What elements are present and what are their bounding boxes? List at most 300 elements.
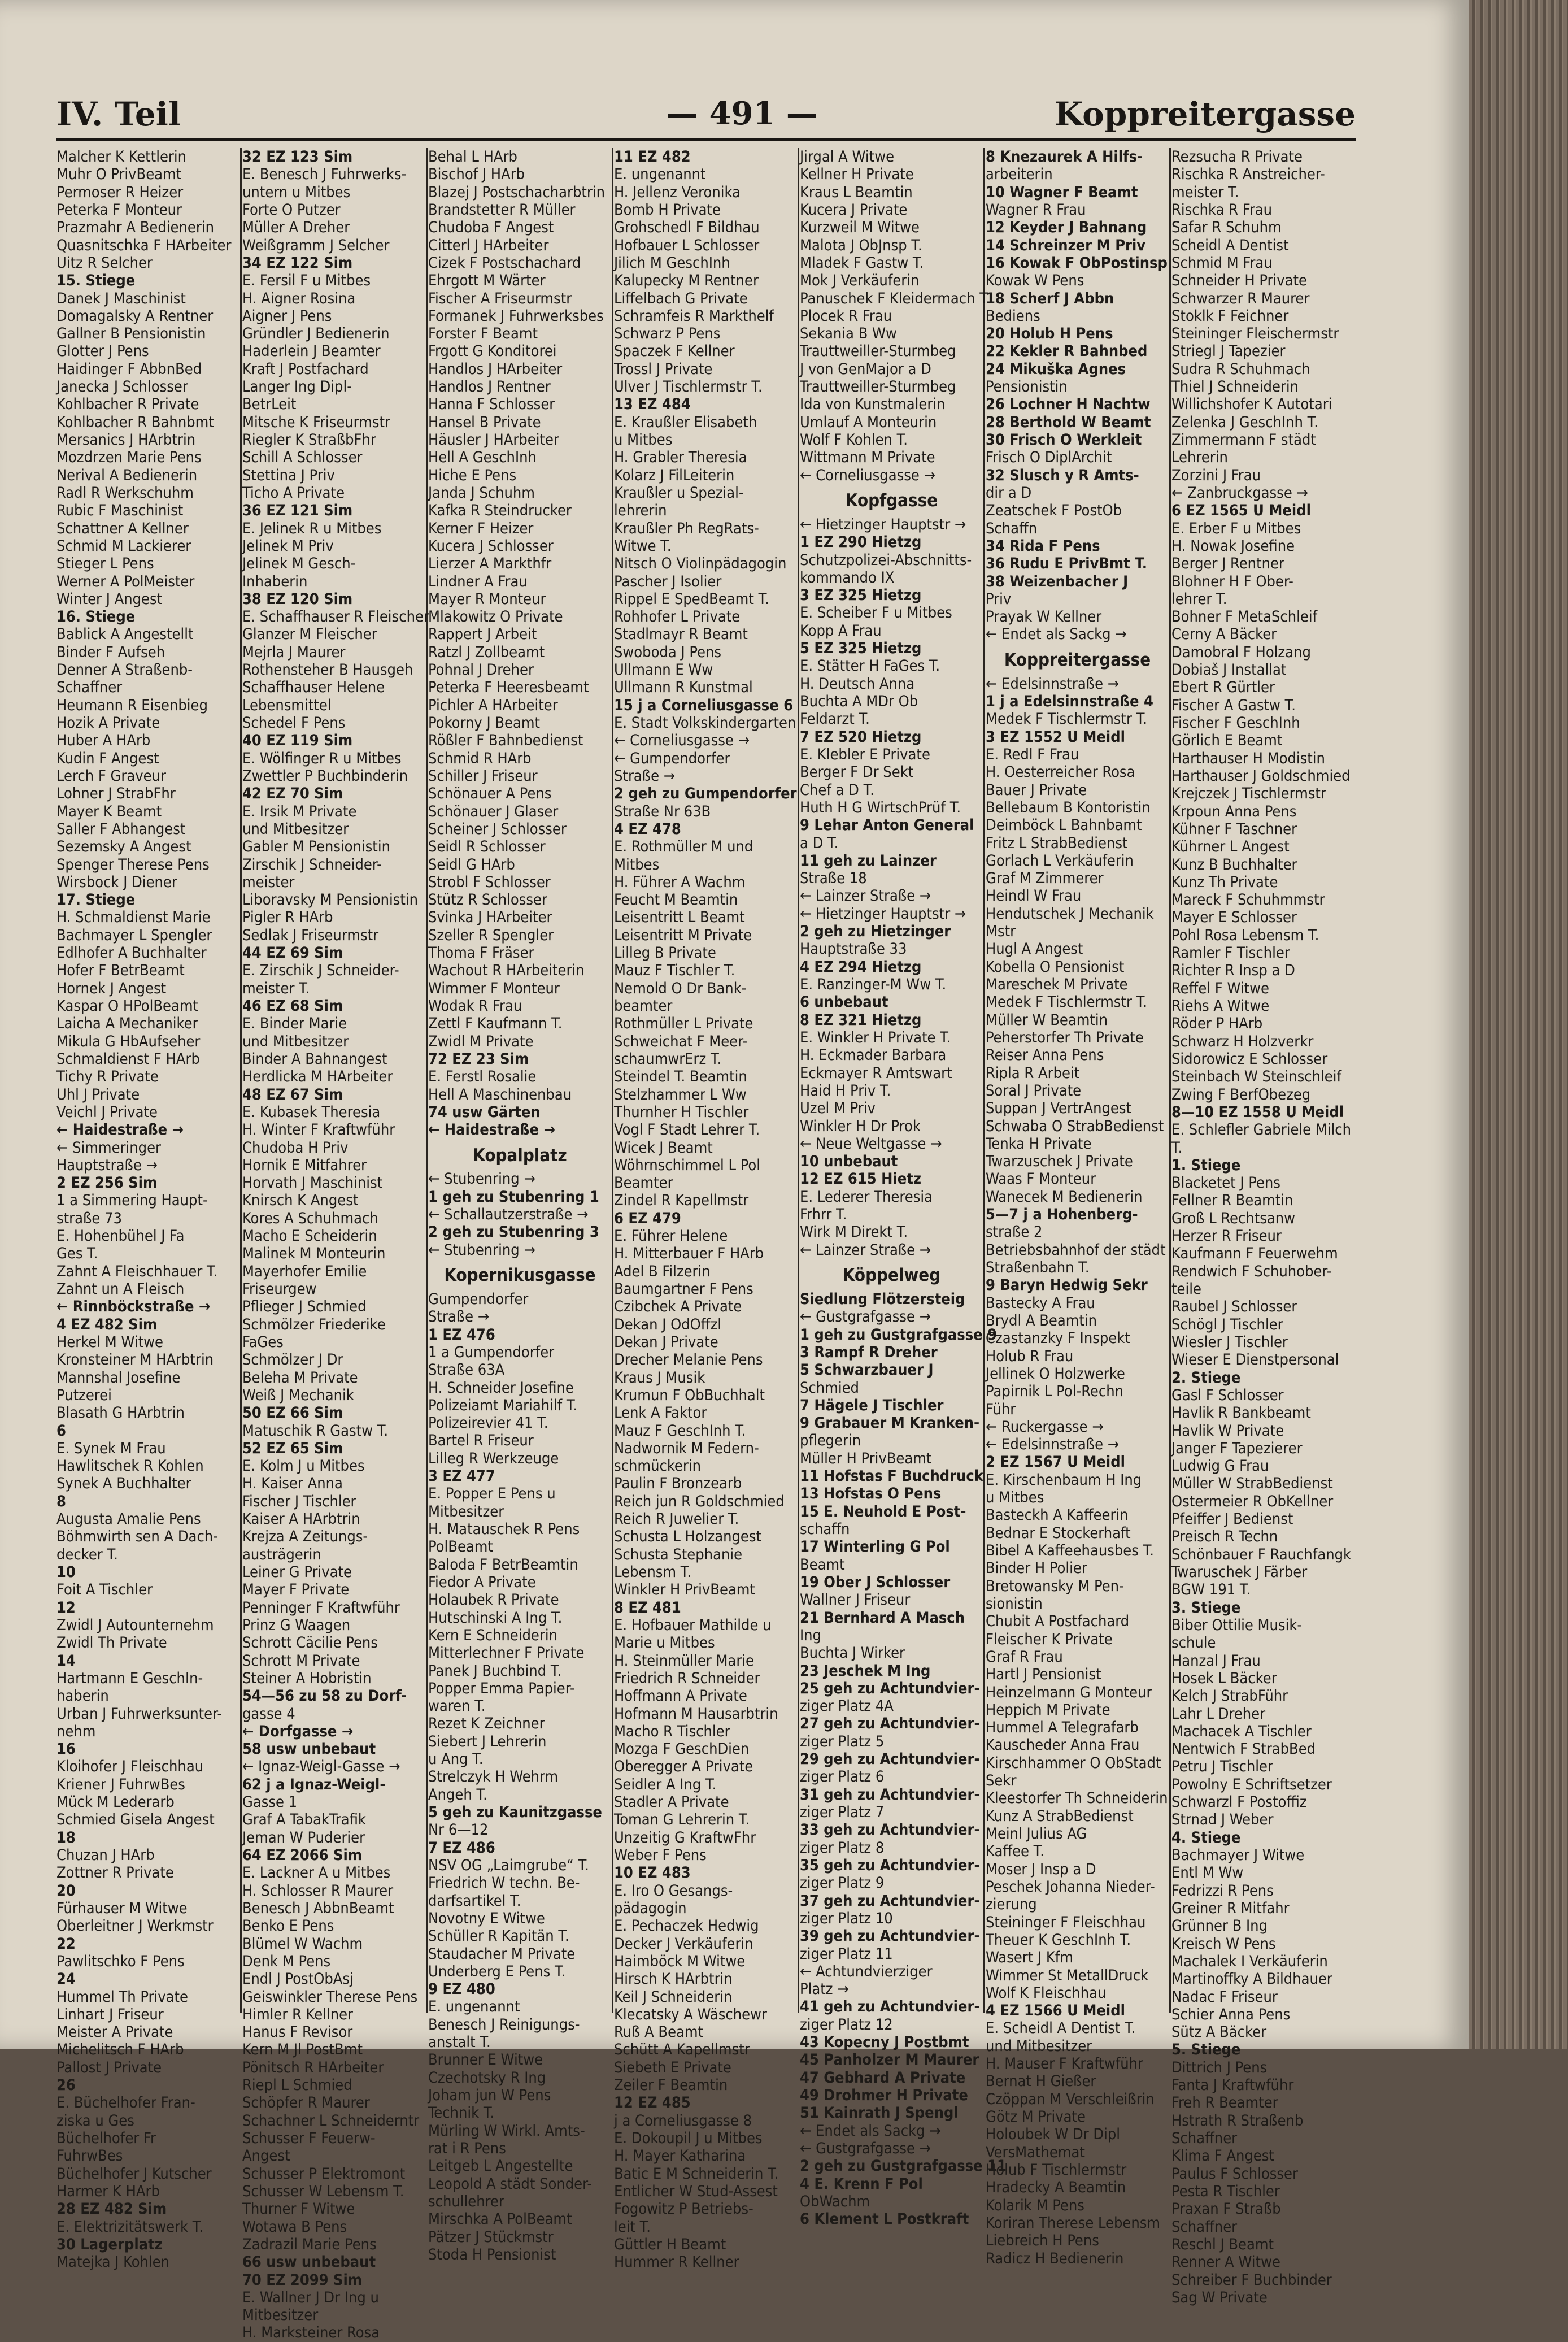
directory-entry: Behal L HArb (428, 148, 517, 166)
directory-entry: ziger Platz 10 (800, 1909, 893, 1927)
directory-entry: Danek J Maschinist (56, 289, 186, 307)
directory-entry: Schier Anna Pens (1171, 2005, 1291, 2023)
directory-entry: Wieser E Dienstpersonal (1171, 1351, 1339, 1369)
directory-entry: Denk M Pens (242, 1952, 331, 1970)
directory-entry: Linhart J Friseur (56, 2005, 164, 2023)
directory-entry: Bednar E Stockerhaft (986, 1524, 1131, 1542)
directory-entry: E. Büchelhofer Fran- (56, 2094, 195, 2112)
directory-entry: Krejza A Zeitungs- (242, 1528, 368, 1546)
street-heading: Kopfgasse (845, 490, 938, 511)
directory-entry: Wimmer F Monteur (428, 979, 560, 997)
directory-entry: Kern M Jl PostBmt (242, 2041, 363, 2059)
directory-entry: Riehs A Witwe (1171, 997, 1270, 1015)
directory-entry: Leisentritt L Beamt (614, 909, 745, 927)
directory-entry: Swoboda J Pens (614, 643, 722, 661)
directory-entry: H. Oesterreicher Rosa (986, 763, 1135, 781)
directory-entry: Chudoba F Angest (428, 219, 554, 237)
directory-entry: 1 a Gumpendorfer (428, 1343, 555, 1361)
directory-entry: Bastecky A Frau (986, 1294, 1095, 1312)
directory-entry: 17 Winterling G Pol (800, 1538, 950, 1556)
directory-entry: a D T. (800, 834, 839, 852)
directory-entry: Mersanics J HArbtrin (56, 431, 196, 449)
directory-entry: Drecher Melanie Pens (614, 1351, 763, 1369)
directory-entry: Thoma F Fräser (428, 944, 534, 962)
directory-entry: Czöppan M Verschleißrin (986, 2090, 1155, 2108)
directory-entry: Aigner J Pens (242, 307, 332, 325)
directory-entry: Straßenbahn T. (986, 1259, 1090, 1277)
directory-entry: Lilleg B Private (614, 944, 716, 962)
directory-entry: Dekan J Private (614, 1333, 718, 1351)
directory-entry: Riegler K StraßbFhr (242, 431, 376, 449)
directory-entry: meister (242, 873, 295, 891)
directory-entry: Friedrich R Schneider (614, 1669, 760, 1687)
directory-entry: 26 (56, 2076, 76, 2095)
directory-entry: Seidl R Schlosser (428, 838, 546, 856)
directory-entry: Czastanzky F Inspekt (986, 1329, 1130, 1348)
directory-entry: E. Stadt Volkskindergarten (614, 714, 796, 732)
directory-entry: Kalupecky M Rentner (614, 272, 759, 290)
directory-entry: Haidinger F AbbnBed (56, 360, 202, 378)
directory-entry: Winter J Angest (56, 590, 163, 608)
column-6 (986, 148, 1169, 2267)
directory-entry: Radicz H Bedienerin (986, 2249, 1124, 2267)
directory-entry: Lebensmittel (242, 696, 332, 714)
directory-entry: 24 Mikuška Agnes (986, 360, 1126, 378)
directory-entry: Heinzelmann G Monteur (986, 1683, 1152, 1701)
directory-entry: ← Lainzer Straße → (800, 1241, 931, 1259)
directory-entry: Hosek L Bäcker (1171, 1669, 1277, 1687)
directory-entry: Straße Nr 63B (614, 802, 711, 820)
directory-entry: T. (1171, 1139, 1183, 1157)
directory-entry: ← Endet als Sackg → (800, 2122, 941, 2140)
directory-entry: 38 Weizenbacher J (986, 572, 1129, 590)
directory-entry: E. Hofbauer Mathilde u (614, 1616, 772, 1634)
directory-entry: Inhaberin (242, 572, 308, 590)
directory-entry: Gasse 1 (242, 1793, 298, 1811)
directory-entry: H. Nowak Josefine (1171, 537, 1295, 555)
directory-entry: Nitsch O Violinpädagogin (614, 555, 787, 573)
directory-entry: Rubic F Maschinist (56, 502, 184, 520)
directory-entry: Blohner H F Ober- (1171, 572, 1293, 590)
directory-entry: Mayer F Private (242, 1581, 350, 1599)
directory-entry: Jelinek M Gesch- (242, 555, 356, 573)
directory-entry: Berger F Dr Sekt (800, 763, 914, 781)
directory-entry: Stütz R Schlosser (428, 891, 547, 909)
directory-entry: Müller A Dreher (242, 219, 350, 237)
directory-entry: Stelzhammer L Ww (614, 1085, 747, 1103)
directory-entry: Leisentritt M Private (614, 926, 752, 944)
directory-entry: E. Scheiber F u Mitbes (800, 604, 952, 622)
directory-entry: Dekan J OdOffzl (614, 1315, 722, 1333)
directory-entry: Schusser P Elektromont (242, 2165, 406, 2183)
directory-entry: Schaffner (1171, 2218, 1238, 2236)
directory-entry: Steinbach W Steinschleif (1171, 1068, 1341, 1086)
column-7 (1171, 148, 1355, 2306)
directory-entry: Machacek A Tischler (1171, 1722, 1312, 1740)
directory-entry: ← Corneliusgasse → (800, 466, 935, 484)
directory-entry: E. ungenannt (428, 1998, 520, 2016)
directory-entry: E. Ranzinger-M Ww T. (800, 976, 947, 994)
directory-entry: 1 j a Edelsinnstraße 4 (986, 693, 1153, 711)
directory-entry: Feldarzt T. (800, 710, 870, 728)
directory-entry: Matejka J Kohlen (56, 2253, 170, 2271)
directory-entry: Kaiser A HArbtrin (242, 1510, 360, 1528)
directory-entry: Lahr L Dreher (1171, 1705, 1266, 1723)
directory-entry: Edlhofer A Buchhalter (56, 944, 207, 962)
directory-entry: Biber Ottilie Musik- (1171, 1616, 1303, 1634)
directory-entry: 7 EZ 486 (428, 1839, 495, 1857)
directory-entry: haberin (56, 1687, 109, 1705)
directory-entry: E. Lackner A u Mitbes (242, 1864, 391, 1882)
directory-entry: Bomb H Private (614, 201, 721, 219)
directory-entry: 10 Wagner F Beamt (986, 183, 1138, 201)
directory-entry: Adel B Filzerin (614, 1262, 711, 1280)
directory-entry: Schüller R Kapitän T. (428, 1927, 569, 1945)
directory-entry: Wirk M Direkt T. (800, 1223, 908, 1241)
directory-columns (56, 148, 1356, 2342)
directory-entry: Forte O Putzer (242, 201, 341, 219)
directory-entry: Grohschedl F Bildhau (614, 219, 760, 237)
directory-entry: 48 EZ 67 Sim (242, 1085, 343, 1103)
directory-entry: Entl M Ww (1171, 1864, 1244, 1882)
column-2 (242, 148, 429, 2342)
directory-entry: Stoda H Pensionist (428, 2245, 556, 2263)
directory-entry: E. Ferstl Rosalie (428, 1068, 537, 1086)
directory-entry: 3 EZ 1552 U Meidl (986, 728, 1125, 746)
directory-entry: Hanzal J Frau (1171, 1652, 1261, 1670)
directory-entry: Zirschik J Schneider- (242, 855, 382, 874)
directory-entry: Thurner F Witwe (242, 2200, 355, 2218)
directory-entry: 8 EZ 321 Hietzg (800, 1011, 922, 1029)
directory-entry: BetrLeit (242, 396, 297, 414)
directory-entry: Schachner L Schneiderntr (242, 2111, 420, 2130)
directory-entry: decker T. (56, 1545, 118, 1563)
directory-entry: Haderlein J Beamter (242, 342, 381, 360)
directory-entry: Brunner E Witwe (428, 2051, 543, 2069)
directory-entry: Brydl A Beamtin (986, 1311, 1097, 1329)
directory-entry: Heindl W Frau (986, 887, 1082, 905)
directory-entry: Koriran Therese Lebensm (986, 2214, 1161, 2232)
directory-entry: 19 Ober J Schlosser (800, 1573, 951, 1591)
directory-entry: 2. Stiege (1171, 1368, 1241, 1387)
directory-entry: Gorlach L Verkäuferin (986, 851, 1134, 870)
directory-entry: 25 geh zu Achtundvier- (800, 1679, 980, 1697)
directory-entry: Huth H G WirtschPrüf T. (800, 798, 961, 816)
directory-entry: Mlakowitz O Private (428, 608, 563, 626)
directory-entry: Reiser Anna Pens (986, 1046, 1104, 1064)
directory-entry: Beamter (614, 1174, 673, 1192)
directory-entry: 8 EZ 481 (614, 1598, 681, 1617)
directory-entry: Mitbesitzer (428, 1502, 504, 1520)
directory-entry: 41 geh zu Achtundvier- (800, 1998, 980, 2016)
directory-entry: Wöhrnschimmel L Pol (614, 1156, 761, 1174)
directory-entry: Raubel J Schlosser (1171, 1298, 1297, 1316)
directory-entry: Rößler F Bahnbedienst (428, 732, 583, 750)
directory-entry: Mikula G HbAufseher (56, 1032, 201, 1050)
directory-entry: Böhmwirth sen A Dach- (56, 1528, 218, 1546)
directory-entry: Platz → (800, 1980, 849, 1998)
directory-entry: Urban J Fuhrwerksunter- (56, 1705, 223, 1723)
directory-entry: ← Zanbruckgasse → (1171, 484, 1308, 502)
directory-entry: j a Corneliusgasse 8 (614, 2111, 752, 2130)
directory-entry: Hendutschek J Mechanik (986, 905, 1154, 923)
directory-entry: Riepl L Schmied (242, 2076, 352, 2095)
directory-entry: Hutschinski A Ing T. (428, 1609, 563, 1627)
directory-entry: Büchelhofer J Kutscher (56, 2165, 212, 2183)
directory-entry: Zottner R Private (56, 1864, 174, 1882)
directory-entry: pädagogin (614, 1899, 687, 1917)
directory-entry: FuhrwBes (56, 2147, 123, 2165)
directory-entry: Hiche E Pens (428, 466, 517, 484)
directory-entry: 42 EZ 70 Sim (242, 785, 343, 803)
directory-entry: Röder P HArb (1171, 1015, 1263, 1033)
directory-entry: Priv (986, 590, 1012, 608)
directory-entry: Batic E M Schneiderin T. (614, 2165, 779, 2183)
directory-entry: Sezemsky A Angest (56, 838, 191, 856)
directory-entry: Ullmann R Kunstmal (614, 679, 753, 697)
directory-entry: Schöpfer R Maurer (242, 2094, 370, 2112)
directory-entry: H. Steinmüller Marie (614, 1652, 754, 1670)
directory-entry: Lilleg R Werkzeuge (428, 1449, 559, 1467)
directory-entry: ← Gustgrafgasse → (800, 2139, 931, 2157)
directory-entry: 72 EZ 23 Sim (428, 1050, 529, 1068)
directory-entry: Mareschek M Private (986, 976, 1128, 994)
directory-entry: Kudin F Angest (56, 749, 159, 767)
directory-entry: ← Ruckergasse → (986, 1418, 1104, 1436)
directory-entry: Malinek M Monteurin (242, 1245, 386, 1263)
directory-entry: Kellner H Private (800, 166, 914, 184)
directory-entry: Thiel J Schneiderin (1171, 378, 1299, 396)
directory-entry: Medek F Tischlermstr T. (986, 993, 1147, 1011)
directory-entry: Unzeitig G KraftwFhr (614, 1828, 756, 1846)
directory-entry: NSV OG „Laimgrube“ T. (428, 1856, 589, 1874)
directory-entry: Gallner B Pensionistin (56, 325, 206, 343)
directory-entry: 12 (56, 1598, 76, 1617)
directory-entry: ziger Platz 11 (800, 1945, 893, 1963)
directory-entry: Bernat H Gießer (986, 2072, 1096, 2091)
directory-entry: 3 EZ 477 (428, 1467, 495, 1485)
directory-entry: u Ang T. (428, 1750, 484, 1769)
directory-entry: Schönbauer F Rauchfangk (1171, 1545, 1352, 1563)
directory-entry: Stoklk F Feichner (1171, 307, 1289, 325)
directory-entry: Wiesler J Tischler (1171, 1333, 1288, 1351)
directory-entry: Schusser W Lebensm T. (242, 2182, 404, 2200)
directory-entry: ← Hietzinger Hauptstr → (800, 515, 966, 533)
directory-entry: Kraus J Musik (614, 1368, 705, 1387)
directory-entry: 9 Lehar Anton General (800, 816, 974, 835)
directory-entry: 36 Rudu E PrivBmt T. (986, 555, 1147, 573)
directory-entry: Panek J Buchbind T. (428, 1662, 562, 1680)
directory-entry: 22 Kekler R Bahnbed (986, 342, 1148, 360)
directory-entry: Fedrizzi R Pens (1171, 1882, 1274, 1900)
directory-entry: ← Gumpendorfer (614, 749, 730, 767)
directory-entry: 36 EZ 121 Sim (242, 502, 353, 520)
directory-entry: Fischer A Friseurmstr (428, 289, 572, 307)
directory-entry: 10 unbebaut (800, 1153, 898, 1171)
directory-entry: Hansel B Private (428, 413, 541, 431)
directory-entry: Hell A Maschinenbau (428, 1085, 572, 1103)
page-number: — 491 — (667, 95, 818, 132)
directory-entry: Sag W Private (1171, 2288, 1268, 2306)
directory-entry: ← Endet als Sackg → (986, 625, 1127, 644)
directory-entry: Eckmayer R Amtswart (800, 1064, 952, 1082)
directory-entry: Chef a D T. (800, 781, 874, 799)
directory-entry: Krumun F ObBuchhalt (614, 1386, 765, 1404)
directory-entry: Rothmüller L Private (614, 1015, 753, 1033)
directory-entry: Frisch O DiplArchit (986, 449, 1112, 467)
directory-entry: 64 EZ 2066 Sim (242, 1846, 363, 1864)
directory-entry: Hanna F Schlosser (428, 396, 555, 414)
directory-entry: Wachout R HArbeiterin (428, 962, 585, 980)
directory-entry: Reffel F Witwe (1171, 979, 1269, 997)
directory-entry: Pensionistin (986, 378, 1068, 396)
directory-entry: Zwidl M Private (428, 1032, 534, 1050)
directory-entry: gasse 4 (242, 1705, 295, 1723)
directory-entry: Herzer R Friseur (1171, 1227, 1282, 1245)
directory-entry: Chubit A Postfachard (986, 1613, 1130, 1631)
directory-entry: 6 (56, 1422, 66, 1440)
directory-entry: Handlos J Rentner (428, 378, 551, 396)
directory-entry: Schrott M Private (242, 1652, 360, 1670)
directory-entry: Frhrr T. (800, 1206, 847, 1224)
directory-entry: Werner A PolMeister (56, 572, 195, 590)
directory-entry: 32 Slusch y R Amts- (986, 466, 1139, 484)
directory-entry: Winkler H Dr Prok (800, 1117, 921, 1135)
directory-entry: Kores A Schuhmach (242, 1209, 378, 1227)
directory-entry: Richter R Insp a D (1171, 962, 1295, 980)
header-rule (56, 138, 1356, 141)
directory-entry: meister T. (242, 979, 310, 997)
directory-entry: Benesch J Reinigungs- (428, 2015, 580, 2034)
directory-entry: Wittmann M Private (800, 449, 935, 467)
directory-entry: Müller W Beamtin (986, 1011, 1108, 1029)
directory-entry: 2 geh zu Hietzinger (800, 923, 951, 941)
directory-entry: Gabler M Pensionistin (242, 838, 390, 856)
directory-entry: E. ungenannt (614, 166, 706, 184)
directory-entry: Dobiaš J Installat (1171, 661, 1287, 679)
directory-entry: Czechotsky R Ing (428, 2069, 546, 2087)
directory-entry: Laicha A Mechaniker (56, 1015, 198, 1033)
directory-entry: Wolf K Fleischhau (986, 1984, 1107, 2002)
directory-entry: Glotter J Pens (56, 342, 149, 360)
directory-entry: 34 EZ 122 Sim (242, 254, 353, 272)
directory-entry: Seidl G HArb (428, 855, 515, 874)
directory-entry: Steininger Fleischermstr (1171, 325, 1339, 343)
directory-entry: Kraus L Beamtin (800, 183, 913, 201)
directory-entry: Schiller J Friseur (428, 767, 538, 785)
directory-entry: rat i R Pens (428, 2139, 506, 2157)
directory-entry: Ehrgott M Wärter (428, 272, 546, 290)
directory-entry: ← Simmeringer (56, 1139, 162, 1157)
directory-entry: Mitterlechner F Private (428, 1644, 585, 1662)
directory-entry: E. Popper E Pens u (428, 1485, 556, 1503)
directory-entry: Trossl J Private (614, 360, 713, 378)
directory-entry: Kirschhammer O ObStadt (986, 1754, 1161, 1772)
directory-entry: Schramfeis R Markthelf (614, 307, 774, 325)
directory-entry: Friedrich W techn. Be- (428, 1874, 580, 1892)
directory-entry: Beamt (800, 1555, 845, 1574)
directory-entry: Basteckh A Kaffeerin (986, 1506, 1129, 1524)
directory-entry: Schutzpolizei-Abschnitts- (800, 551, 972, 569)
directory-entry: 47 Gebhard A Private (800, 2069, 966, 2087)
directory-entry: Witwe T. (614, 537, 672, 555)
directory-entry: Wallner J Friseur (800, 1591, 911, 1609)
directory-entry: Rezet K Zeichner (428, 1715, 545, 1733)
directory-entry: E. Dokoupil J u Mitbes (614, 2130, 763, 2147)
directory-entry: E. Stätter H FaGes T. (800, 657, 940, 675)
directory-entry: Schwaba O StrabBedienst (986, 1117, 1164, 1135)
directory-entry: Strnad J Weber (1171, 1811, 1274, 1829)
directory-entry: Hofer F BetrBeamt (56, 962, 185, 980)
directory-entry: 1. Stiege (1171, 1156, 1241, 1174)
directory-entry: Kowak W Pens (986, 272, 1084, 290)
part-label: IV. Teil (56, 95, 181, 133)
directory-entry: 15. Stiege (56, 272, 136, 290)
directory-entry: Pigler R HArb (242, 909, 333, 927)
directory-entry: Ostermeier R ObKellner (1171, 1492, 1334, 1510)
directory-entry: Pohl Rosa Lebensm T. (1171, 926, 1319, 944)
directory-entry: Friseurgew (242, 1280, 317, 1298)
directory-entry: Bischof J HArb (428, 166, 525, 184)
directory-entry: Mück M Lederarb (56, 1793, 175, 1811)
directory-entry: Müller W StrabBedienst (1171, 1475, 1333, 1493)
directory-entry: Straße 18 (800, 870, 867, 888)
directory-entry: J von GenMajor a D (800, 360, 931, 378)
directory-entry: Fellner R Beamtin (1171, 1192, 1293, 1210)
directory-entry: 4 EZ 478 (614, 820, 681, 838)
directory-entry: Kriener J FuhrwBes (56, 1775, 185, 1793)
directory-entry: Benko E Pens (242, 1917, 334, 1935)
directory-entry: 15 E. Neuhold E Post- (800, 1502, 966, 1520)
directory-entry: Blasath G HArbtrin (56, 1404, 185, 1422)
directory-entry: Toman G Lehrerin T. (614, 1811, 750, 1829)
directory-entry: Bellebaum B Kontoristin (986, 798, 1151, 816)
directory-entry: Angest (242, 2147, 290, 2165)
directory-entry: 21 Bernhard A Masch (800, 1609, 965, 1627)
directory-entry: Hornek J Angest (56, 979, 167, 997)
directory-entry: 52 EZ 65 Sim (242, 1439, 343, 1457)
directory-entry: 30 Lagerplatz (56, 2235, 163, 2253)
directory-entry: ← Stubenring → (428, 1170, 535, 1188)
directory-entry: Svinka J HArbeiter (428, 909, 552, 927)
directory-entry: ziger Platz 6 (800, 1768, 885, 1786)
directory-entry: Kaufmann F Feuerwehm (1171, 1245, 1338, 1263)
directory-entry: Baumgartner F Pens (614, 1280, 753, 1298)
directory-entry: E. Scheidl A Dentist T. (986, 2019, 1136, 2037)
directory-entry: Czibchek A Private (614, 1298, 742, 1316)
directory-entry: Zeiler F Beamtin (614, 2076, 728, 2095)
directory-entry: H. Mitterbauer F HArb (614, 1245, 764, 1263)
directory-entry: lehrer T. (1171, 590, 1227, 608)
directory-entry: Entlicher W Stud-Assest (614, 2182, 778, 2200)
directory-entry: Moser J Insp a D (986, 1860, 1096, 1878)
directory-entry: Oberegger A Private (614, 1758, 753, 1776)
directory-entry: 58 usw unbebaut (242, 1740, 376, 1758)
directory-entry: Wirsbock J Diener (56, 873, 177, 891)
directory-entry: Straße → (428, 1308, 490, 1326)
directory-entry: Holaubek R Private (428, 1591, 559, 1609)
directory-entry: Stettina J Priv (242, 466, 335, 484)
directory-entry: Lehrerin (1171, 449, 1228, 467)
directory-entry: Handlos J HArbeiter (428, 360, 563, 378)
directory-entry: Groß L Rechtsanw (1171, 1209, 1296, 1227)
directory-entry: Mayer K Beamt (56, 802, 162, 820)
directory-entry: Pascher J Isolier (614, 572, 722, 590)
directory-entry: Strobl F Schlosser (428, 873, 551, 891)
directory-entry: Schwarz P Pens (614, 325, 721, 343)
directory-entry: Kloihofer J Fleischhau (56, 1758, 204, 1776)
directory-entry: Hugl A Angest (986, 940, 1083, 958)
